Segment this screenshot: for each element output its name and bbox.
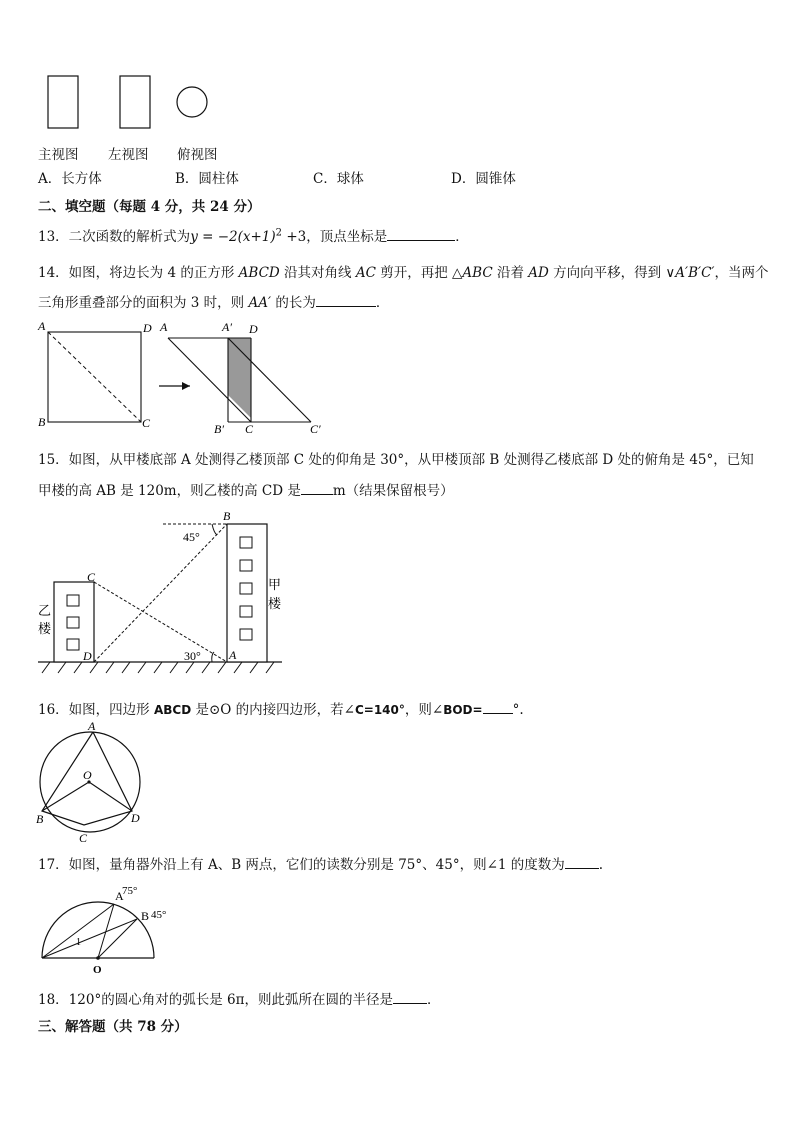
q15-figure [30, 505, 290, 675]
option-a: A．长方体 [38, 171, 102, 187]
label-angle-1: 1 [76, 937, 81, 948]
q13-exponent: 2 [275, 227, 283, 239]
question-13 [38, 225, 469, 245]
label-b: B [38, 415, 46, 429]
label-a: A [38, 319, 46, 333]
label-d: D [131, 811, 140, 825]
q16-abcd: ABCD [153, 703, 192, 717]
label-d: D [83, 649, 92, 663]
q14-text-a: 14．如图，将边长为 4 的正方形 [38, 265, 239, 281]
question-18 [38, 988, 440, 1008]
ground-hatching [42, 662, 274, 673]
q13-suffix: ，顶点坐标是 [306, 229, 388, 245]
label-b: B [141, 909, 150, 923]
label-a-prime: A′ [222, 320, 232, 334]
q13-prefix: 13．二次函数的解析式为 [38, 229, 191, 245]
q17-answer-blank [565, 856, 599, 869]
question-14-line-1 [38, 261, 769, 281]
label-yi-2: 楼 [38, 621, 52, 636]
label-o: O [93, 964, 102, 976]
q17-figure [30, 880, 200, 976]
q13-formula-tail: +3 [282, 229, 307, 245]
q16-answer-blank [483, 701, 513, 714]
question-14-line-2 [38, 291, 389, 311]
q16-angle-c: C=140° [354, 703, 405, 717]
q14-text-e: 方向向平移，得到 [548, 265, 666, 281]
q15-answer-blank [301, 482, 333, 495]
question-15-line-1: 15．如图，从甲楼底部 A 处测得乙楼顶部 C 处的仰角是 30°，从甲楼顶部 B 处测得乙楼底部 D 处的俯角是 45°，已知 [38, 452, 754, 468]
label-c: C [142, 416, 151, 430]
label-yi-1: 乙 [38, 603, 52, 618]
top-view-circle [177, 87, 207, 117]
label-jia-2: 楼 [268, 596, 282, 611]
label-c: C [79, 831, 88, 845]
q13-answer-blank [387, 228, 455, 241]
section-3-heading: 三、解答题（共 78 分） [38, 1019, 188, 1035]
question-17 [38, 853, 603, 873]
label-jia-1: 甲 [268, 577, 282, 592]
label-a: A [115, 889, 124, 903]
q14-figure [30, 318, 330, 436]
label-b-prime: B′ [214, 422, 224, 436]
q17-text-a: 17．如图，量角器外沿上有 A、B 两点，它们的读数分别是 75°、45°，则∠1 的度数为 [38, 857, 565, 873]
label-a-left: A [160, 320, 168, 334]
angle-30-label: 30° [184, 649, 201, 663]
label-d: D [143, 321, 152, 335]
q16-text-a: 16．如图，四边形 [38, 702, 154, 718]
q14-triangle: △ABC [452, 265, 493, 281]
q16-end: °. [512, 702, 524, 718]
left-view-rect [120, 76, 150, 128]
q16-text-c: 是⊙O 的内接四边形，若∠ [191, 702, 355, 718]
question-16 [38, 698, 524, 718]
option-c: C．球体 [313, 171, 364, 187]
q18-end: ． [426, 992, 441, 1008]
label-b: B [223, 509, 231, 523]
q14-abcd: ABCD [238, 265, 280, 281]
label-45: 45° [151, 909, 167, 921]
q13-formula: y = −2(x+1) [190, 229, 276, 245]
front-view-rect [48, 76, 78, 128]
diagonal-ac [48, 332, 141, 422]
q14-ad: AD [528, 265, 549, 281]
section-2-heading: 二、填空题（每题 4 分，共 24 分） [38, 199, 261, 215]
option-d: D．圆锥体 [451, 171, 516, 187]
label-b: B [36, 812, 44, 826]
q14-text-c: 剪开，再把 [375, 265, 453, 281]
arrow-head-icon [182, 382, 190, 390]
q17-end: . [598, 857, 604, 873]
q13-end: ． [455, 229, 469, 245]
q14-text-f: ，当两个 [714, 265, 769, 281]
q14-text-g: 三角形重叠部分的面积为 3 时，则 [38, 295, 249, 311]
q14-text-b: 沿其对角线 [279, 265, 356, 281]
label-c: C [87, 570, 96, 584]
label-c-mid: C [245, 422, 254, 436]
q14-aa: AA′ [248, 295, 272, 311]
q14-ac: AC [355, 265, 376, 281]
option-b: B．圆柱体 [175, 171, 239, 187]
q16-bod: BOD= [443, 703, 483, 717]
q16-figure [30, 718, 160, 848]
q14-text-d: 沿着 [492, 265, 529, 281]
q18-text-a: 18．120°的圆心角对的弧长是 6π，则此弧所在圆的半径是 [38, 992, 393, 1008]
q18-answer-blank [393, 991, 427, 1004]
front-view-label: 主视图 [38, 147, 79, 163]
q14-answer-blank [316, 294, 376, 307]
label-c-prime: C′ [310, 422, 321, 436]
question-15-line-2 [38, 479, 454, 499]
label-a: A [88, 719, 96, 733]
q14-text-h: 的长为 [271, 295, 316, 311]
label-d-right: D [249, 322, 258, 336]
label-a: A [229, 648, 237, 662]
label-75: 75° [122, 885, 138, 897]
protractor-arc [42, 902, 154, 958]
q14-triangle-2: ∨A′B′C′ [665, 265, 715, 281]
building-jia [227, 524, 267, 662]
left-view-label: 左视图 [108, 147, 149, 163]
label-o: O [83, 768, 92, 782]
top-view-label: 俯视图 [177, 147, 218, 163]
angle-45-label: 45° [183, 530, 200, 544]
q16-text-e: ，则∠ [404, 702, 444, 718]
q15-text-b: m（结果保留根号） [332, 483, 454, 499]
q14-end: ． [375, 295, 390, 311]
q15-text-a: 甲楼的高 AB 是 120m，则乙楼的高 CD 是 [38, 483, 301, 499]
